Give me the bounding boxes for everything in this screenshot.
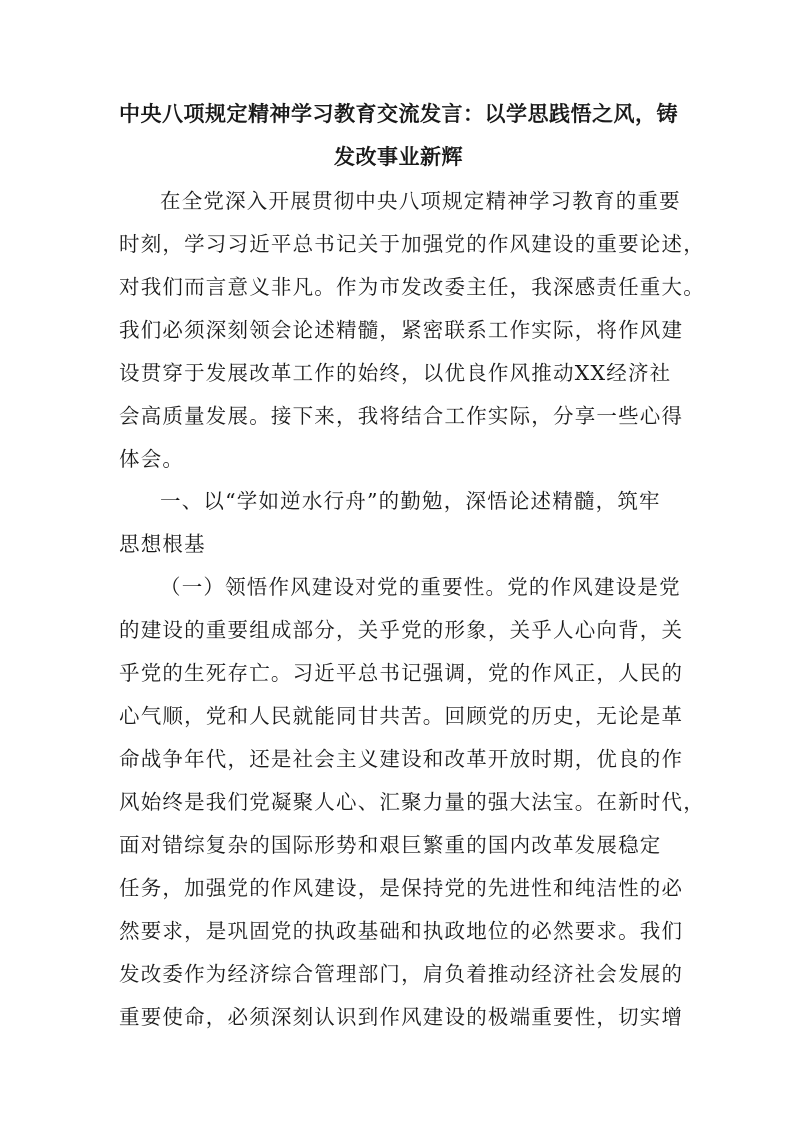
- body-line-12: 乎党的生死存亡。习近平总书记强调，党的作风正，人民的: [119, 661, 684, 685]
- body-line-18: 然要求，是巩固党的执政基础和执政地位的必然要求。我们: [119, 919, 684, 943]
- body-line-7: 体会。: [119, 447, 185, 471]
- body-line-16: 面对错综复杂的国际形势和艰巨繁重的国内改革发展稳定: [119, 833, 662, 857]
- body-line-19: 发改委作为经济综合管理部门，肩负着推动经济社会发展的: [119, 962, 684, 986]
- section-heading-line-1: 一、以“学如逆水行舟”的勤勉，深悟论述精髓，筑牢: [160, 489, 661, 513]
- body-line-11: 的建设的重要组成部分，关乎党的形象，关乎人心向背，关: [119, 618, 684, 642]
- document-title-line-2: 发改事业新辉: [334, 144, 463, 169]
- body-line-6: 会高质量发展。接下来，我将结合工作实际，分享一些心得: [119, 404, 684, 428]
- body-line-4: 我们必须深刻领会论述精髓，紧密联系工作实际，将作风建: [119, 318, 684, 342]
- body-line-17: 任务，加强党的作风建设，是保持党的先进性和纯洁性的必: [119, 876, 684, 900]
- document-title-line-1: 中央八项规定精神学习教育交流发言：以学思践悟之风，铸: [119, 101, 678, 126]
- body-line-15: 风始终是我们党凝聚人心、汇聚力量的强大法宝。在新时代，: [119, 790, 705, 814]
- body-line-13: 心气顺，党和人民就能同甘共苦。回顾党的历史，无论是革: [119, 704, 684, 728]
- body-line-14: 命战争年代，还是社会主义建设和改革开放时期，优良的作: [119, 747, 684, 771]
- section-heading-line-2: 思想根基: [119, 532, 206, 556]
- body-line-3: 对我们而言意义非凡。作为市发改委主任，我深感责任重大。: [119, 275, 705, 299]
- body-line-10: （一）领悟作风建设对党的重要性。党的作风建设是党: [160, 575, 681, 599]
- body-line-2: 时刻，学习习近平总书记关于加强党的作风建设的重要论述，: [119, 232, 705, 256]
- body-line-1: 在全党深入开展贯彻中央八项规定精神学习教育的重要: [160, 189, 681, 213]
- body-line-5: 设贯穿于发展改革工作的始终，以优良作风推动XX经济社: [119, 361, 672, 385]
- body-line-20: 重要使命，必须深刻认识到作风建设的极端重要性，切实增: [119, 1005, 684, 1029]
